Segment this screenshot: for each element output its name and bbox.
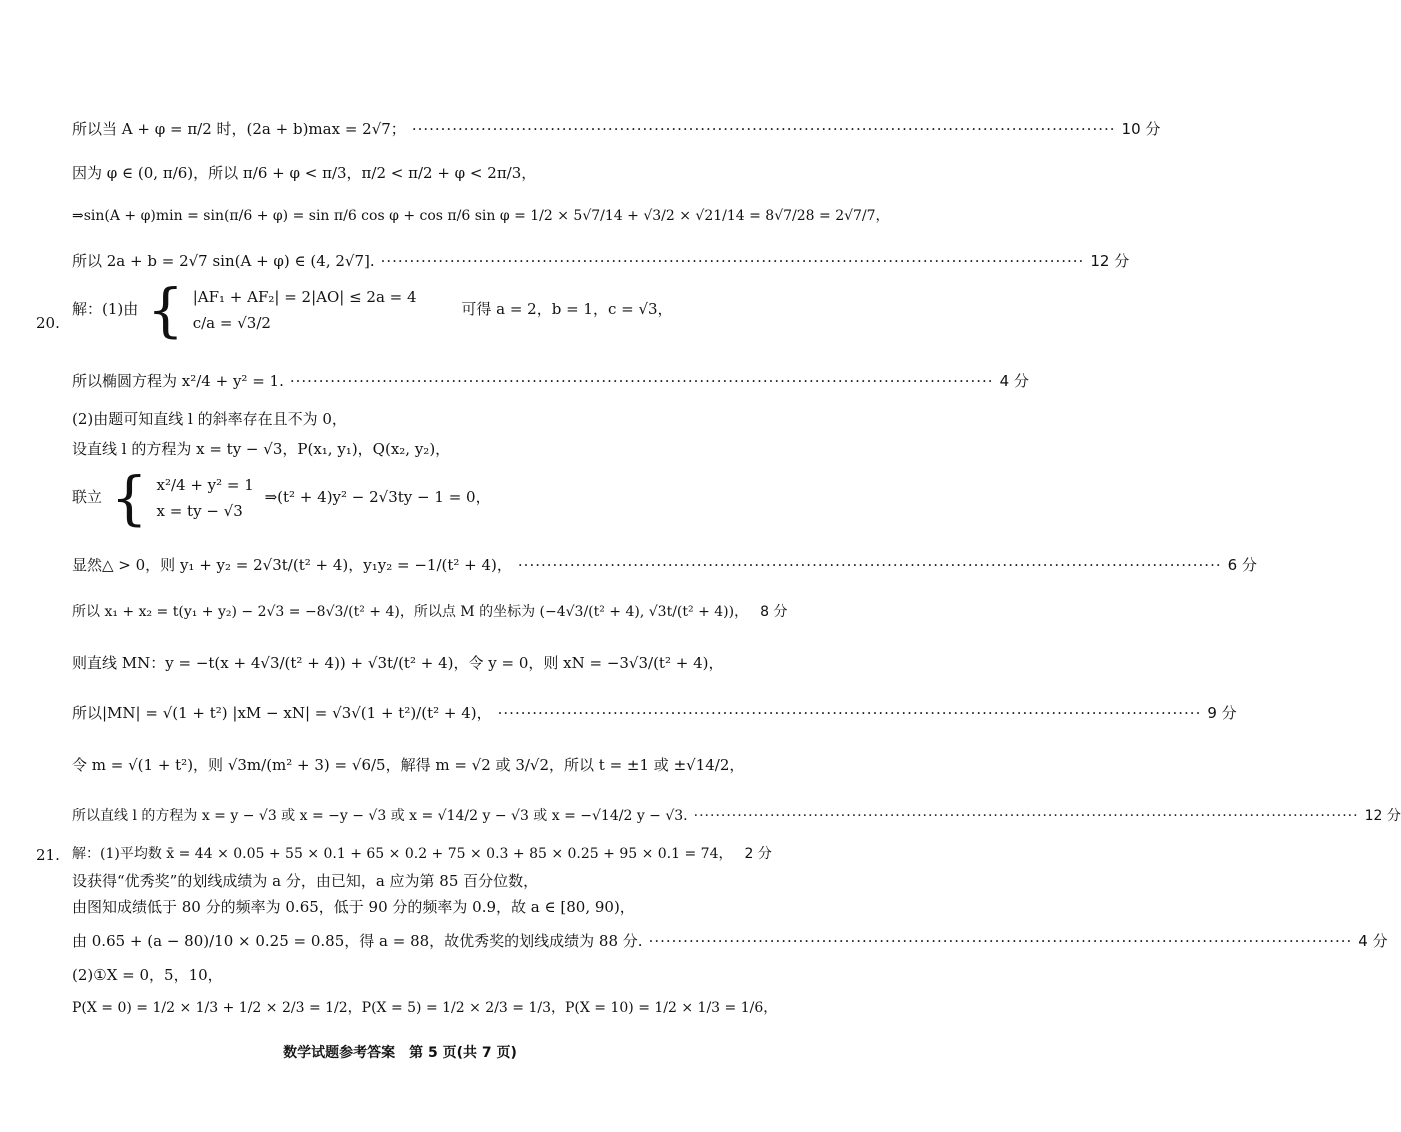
line-text: 因为 φ ∈ (0, π/6)，所以 π/6 + φ < π/3，π/2 < π/2 + φ < 2π/3， bbox=[72, 164, 537, 182]
line-text: 所以当 A + φ = π/2 时，(2a + b)max = 2√7； bbox=[72, 120, 406, 138]
leader-dots bbox=[381, 252, 1085, 270]
line-text: (2)①X = 0，5，10， bbox=[72, 966, 223, 984]
score: 9 分 bbox=[1207, 704, 1237, 722]
line-text: 设获得“优秀奖”的划线成绩为 a 分，由已知，a 应为第 85 百分位数， bbox=[72, 872, 539, 890]
line-text: 由图知成绩低于 80 分的频率为 0.65，低于 90 分的频率为 0.9，故 a ∈ [80, 90)， bbox=[72, 898, 635, 916]
line-tail: 可得 a = 2，b = 1，c = √3， bbox=[461, 300, 673, 318]
leader-dots bbox=[498, 704, 1202, 722]
line-solve-a bbox=[72, 932, 1388, 950]
score: 12 分 bbox=[1090, 252, 1130, 270]
score: 6 分 bbox=[1227, 556, 1257, 574]
line-percentile bbox=[72, 872, 752, 890]
line-ellipse-equation bbox=[72, 372, 1029, 390]
line-mean bbox=[72, 846, 772, 863]
line-text: 所以椭圆方程为 x²/4 + y² = 1. bbox=[72, 372, 284, 390]
score: 10 分 bbox=[1121, 120, 1161, 138]
brace: { bbox=[110, 463, 148, 532]
equation-system bbox=[156, 472, 253, 524]
score: 4 分 bbox=[1358, 932, 1388, 950]
line-phi-range bbox=[72, 164, 752, 182]
question-number-20: 20. bbox=[36, 314, 60, 332]
line-lead: 解：(1)由 bbox=[72, 300, 139, 318]
line-max-value bbox=[72, 120, 1161, 138]
line-frequency bbox=[72, 898, 752, 916]
line-point-m bbox=[72, 604, 788, 621]
line-tail: ⇒(t² + 4)y² − 2√3ty − 1 = 0， bbox=[264, 488, 491, 506]
line-text: 所以直线 l 的方程为 x = y − √3 或 x = −y − √3 或 x = √14/2 y − √3 或 x = −√14/2 y − √3. bbox=[72, 808, 688, 824]
line-vieta bbox=[72, 556, 1257, 574]
line-solve-m bbox=[72, 756, 752, 774]
line-probabilities bbox=[72, 1000, 778, 1017]
line-q20-system bbox=[72, 275, 752, 344]
line-final-lines bbox=[72, 808, 1401, 825]
line-part2-intro bbox=[72, 410, 752, 428]
line-x-values bbox=[72, 966, 752, 984]
line-text: 由 0.65 + (a − 80)/10 × 0.25 = 0.85，得 a = 88，故优秀奖的划线成绩为 88 分. bbox=[72, 932, 643, 950]
line-text: ⇒sin(A + φ)min = sin(π/6 + φ) = sin π/6 cos φ + cos π/6 sin φ = 1/2 × 5√7/14 + √3/2 × √21/14 = 8√7/28 = 2√7/7， bbox=[72, 208, 890, 224]
line-text: 令 m = √(1 + t²)，则 √3m/(m² + 3) = √6/5，解得 m = √2 或 3/√2，所以 t = ±1 或 ±√14/2， bbox=[72, 756, 745, 774]
score: 12 分 bbox=[1364, 808, 1401, 824]
system-eq-1: |AF₁ + AF₂| = 2|AO| ≤ 2a = 4 bbox=[192, 288, 417, 306]
line-simultaneous bbox=[72, 463, 752, 532]
leader-dots bbox=[649, 932, 1353, 950]
score: 2 分 bbox=[744, 846, 772, 862]
line-text: 所以 2a + b = 2√7 sin(A + φ) ∈ (4, 2√7]. bbox=[72, 252, 375, 270]
system-eq-2: c/a = √3/2 bbox=[192, 314, 271, 332]
score: 4 分 bbox=[999, 372, 1029, 390]
line-mn-length bbox=[72, 704, 1237, 722]
system-eq-1: x²/4 + y² = 1 bbox=[156, 476, 254, 494]
system-eq-2: x = ty − √3 bbox=[156, 502, 243, 520]
line-range-result bbox=[72, 252, 1130, 270]
line-mn bbox=[72, 654, 752, 672]
brace: { bbox=[147, 275, 184, 344]
line-text: (2)由题可知直线 l 的斜率存在且不为 0， bbox=[72, 410, 347, 428]
leader-dots bbox=[694, 808, 1359, 825]
line-lead: 联立 bbox=[72, 488, 103, 506]
leader-dots bbox=[412, 120, 1116, 138]
line-text: 所以|MN| = √(1 + t²) |xM − xN| = √3√(1 + t²)/(t² + 4)， bbox=[72, 704, 492, 722]
equation-system bbox=[193, 284, 417, 336]
line-text: 则直线 MN：y = −t(x + 4√3/(t² + 4)) + √3t/(t² + 4)，令 y = 0，则 xN = −3√3/(t² + 4)， bbox=[72, 654, 724, 672]
leader-dots bbox=[290, 372, 994, 390]
line-text: P(X = 0) = 1/2 × 1/3 + 1/2 × 2/3 = 1/2，P(X = 5) = 1/2 × 2/3 = 1/3，P(X = 10) = 1/2 × 1/3 = 1/6， bbox=[72, 1000, 778, 1016]
line-line-setup bbox=[72, 440, 752, 458]
question-number-21: 21. bbox=[36, 846, 60, 864]
line-sin-min bbox=[72, 208, 890, 225]
line-text: 所以 x₁ + x₂ = t(y₁ + y₂) − 2√3 = −8√3/(t² + 4)，所以点 M 的坐标为 (−4√3/(t² + 4), √3t/(t² + 4))， bbox=[72, 604, 749, 620]
score: 8 分 bbox=[760, 604, 788, 620]
line-text: 设直线 l 的方程为 x = ty − √3，P(x₁, y₁)，Q(x₂, y₂)， bbox=[72, 440, 451, 458]
page-footer: 数学试题参考答案 第 5 页(共 7 页) bbox=[283, 1045, 517, 1061]
leader-dots bbox=[518, 556, 1222, 574]
line-text: 显然△ > 0，则 y₁ + y₂ = 2√3t/(t² + 4)，y₁y₂ = −1/(t² + 4)， bbox=[72, 556, 512, 574]
line-text: 解：(1)平均数 x̄ = 44 × 0.05 + 55 × 0.1 + 65 × 0.2 + 75 × 0.3 + 85 × 0.25 + 95 × 0.1 = 74， bbox=[72, 846, 733, 862]
